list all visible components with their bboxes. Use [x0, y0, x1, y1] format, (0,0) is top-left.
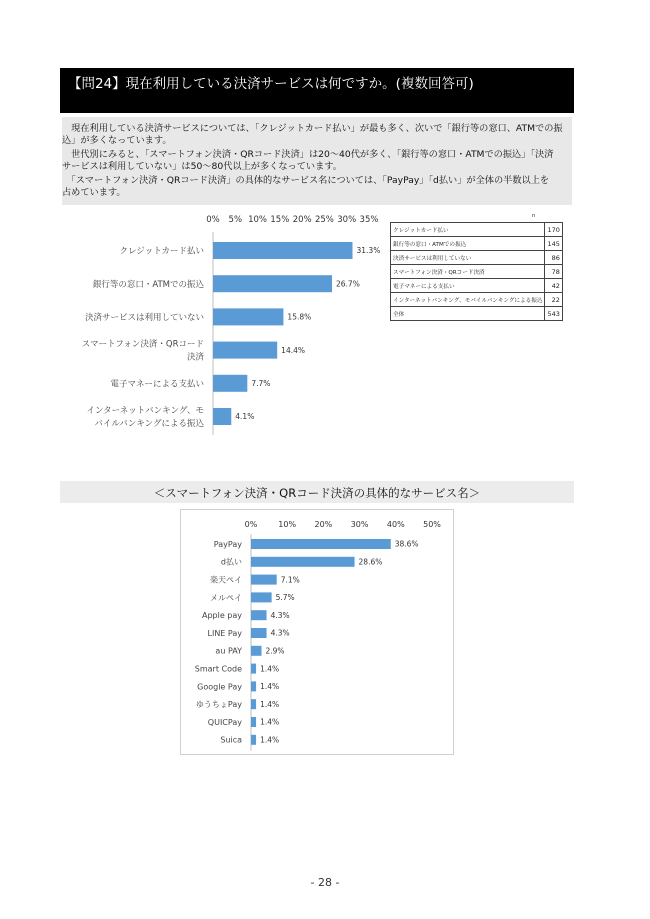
table-cell-value: 145 [545, 237, 562, 251]
data-label: 7.1% [280, 575, 300, 585]
data-label: 14.4% [281, 345, 306, 355]
bar [251, 575, 277, 585]
data-label: 15.8% [287, 312, 312, 322]
tick-label: 25% [314, 215, 334, 225]
category-label: QUICPay [207, 717, 242, 727]
category-label: インターネットバンキング、モ [86, 406, 204, 417]
bar [213, 308, 283, 325]
data-label: 31.3% [356, 246, 381, 256]
bar [213, 342, 277, 359]
section-title: ＜スマートフォン決済・QRコード決済の具体的なサービス名＞ [153, 486, 481, 500]
table-cell-value: 42 [545, 279, 562, 293]
category-label: 楽天ペイ [210, 575, 242, 585]
service-names-chart [181, 510, 453, 754]
question-header [60, 68, 574, 113]
table-n-label: n [532, 213, 536, 219]
bar [251, 717, 256, 727]
table-row [391, 251, 563, 265]
category-label: LINE Pay [207, 628, 242, 638]
tick-label: 30% [350, 520, 369, 529]
table-row [391, 265, 563, 279]
summary-line: 「スマートフォン決済・QRコード決済」の具体的なサービス名については、「PayPay」「d払い」が全体の半数以上を [62, 175, 550, 186]
tick-label: 30% [337, 215, 357, 225]
category-label: Smart Code [194, 664, 242, 674]
bar [213, 408, 231, 425]
tick-label: 20% [292, 215, 312, 225]
category-label: d払い [220, 557, 242, 567]
category-label: 決済サービスは利用していない [84, 312, 204, 323]
table-cell-value: 78 [545, 265, 562, 279]
tick-label: 50% [423, 520, 441, 529]
tick-label: 35% [359, 215, 379, 225]
summary-line: 込」が多くなっています。 [62, 135, 172, 146]
category-label: 銀行等の窓口・ATMでの振込 [92, 279, 204, 290]
bar [251, 628, 267, 638]
data-label: 1.4% [260, 735, 280, 745]
category-label: 決済 [186, 352, 204, 363]
tick-label: 15% [270, 215, 290, 225]
bar [251, 735, 256, 745]
tick-label: 10% [248, 215, 268, 225]
bar [251, 681, 256, 691]
data-label: 1.4% [260, 699, 280, 709]
table-cell-label: 銀行等の窓口・ATMでの振込 [391, 237, 545, 251]
data-label: 26.7% [336, 279, 360, 289]
table-cell-label: クレジットカード払い [391, 223, 545, 237]
tick-label: 40% [386, 520, 405, 529]
table-cell-label: スマートフォン決済・QRコード決済 [391, 265, 545, 279]
data-label: 1.4% [260, 682, 280, 692]
category-label: メルペイ [210, 593, 242, 603]
data-label: 7.7% [251, 379, 271, 388]
category-label: Google Pay [197, 682, 242, 692]
data-label: 28.6% [358, 557, 383, 567]
table-cell-value: 543 [545, 307, 562, 321]
table-row [391, 223, 563, 237]
bar [251, 610, 267, 620]
respondent-count-table [390, 222, 563, 321]
bar [251, 699, 256, 709]
data-label: 38.6% [394, 539, 419, 549]
page-number: - 28 - [310, 876, 340, 889]
category-label: au PAY [215, 646, 242, 656]
table-cell-label: 全体 [391, 307, 545, 321]
table-row [391, 237, 563, 251]
data-label: 1.4% [260, 664, 280, 674]
summary-line: 現在利用している決済サービスについては、「クレジットカード払い」が最も多く、次いで「銀行等の窓口、ATMでの振 [62, 123, 563, 134]
question-title: 【問24】現在利用している決済サービスは何ですか。(複数回答可) [68, 76, 474, 92]
tick-label: 0% [206, 215, 220, 225]
category-label: Suica [220, 735, 242, 745]
table-cell-label: インターネットバンキング、モバイルバンキングによる振込 [391, 293, 545, 307]
summary-line: 占めています。 [62, 187, 126, 198]
category-label: ゆうちょPay [195, 700, 242, 710]
bar [213, 375, 247, 392]
table-cell-label: 電子マネーによる支払い [391, 279, 545, 293]
table-cell-value: 86 [545, 251, 562, 265]
category-label: バイルバンキングによる振込 [94, 419, 204, 430]
data-label: 5.7% [275, 593, 295, 603]
payment-services-chart [0, 206, 390, 446]
table-cell-label: 決済サービスは利用していない [391, 251, 545, 265]
data-label: 1.4% [260, 717, 280, 727]
tick-label: 10% [278, 520, 297, 529]
table-row [391, 307, 563, 321]
category-label: Apple pay [201, 611, 242, 621]
chart-frame [180, 509, 454, 755]
bar [251, 539, 391, 549]
category-label: 電子マネーによる支払い [110, 379, 204, 390]
table-row [391, 279, 563, 293]
bar [251, 646, 261, 656]
data-label: 4.3% [270, 628, 290, 638]
tick-label: 0% [244, 520, 258, 529]
data-label: 4.1% [235, 412, 255, 422]
summary-line: サービスは利用していない」は50～80代以上が多くなっています。 [62, 161, 342, 172]
bar [213, 275, 332, 292]
category-label: PayPay [213, 539, 242, 549]
table-row [391, 293, 563, 307]
summary-box [62, 117, 572, 205]
data-label: 4.3% [270, 610, 290, 620]
category-label: クレジットカード払い [119, 246, 204, 257]
table-cell-value: 22 [545, 293, 562, 307]
table-cell-value: 170 [545, 223, 562, 237]
category-label: スマートフォン決済・QRコード [81, 339, 204, 350]
bar [213, 242, 353, 259]
bar [251, 664, 256, 674]
data-label: 2.9% [265, 646, 285, 656]
summary-line: 世代別にみると、「スマートフォン決済・QRコード決済」は20～40代が多く、「銀行等の窓口・ATMでの振込」「決済 [62, 149, 554, 160]
section-header [60, 481, 574, 503]
bar [251, 592, 272, 602]
tick-label: 5% [228, 215, 243, 225]
tick-label: 20% [314, 520, 333, 529]
bar [251, 557, 355, 567]
